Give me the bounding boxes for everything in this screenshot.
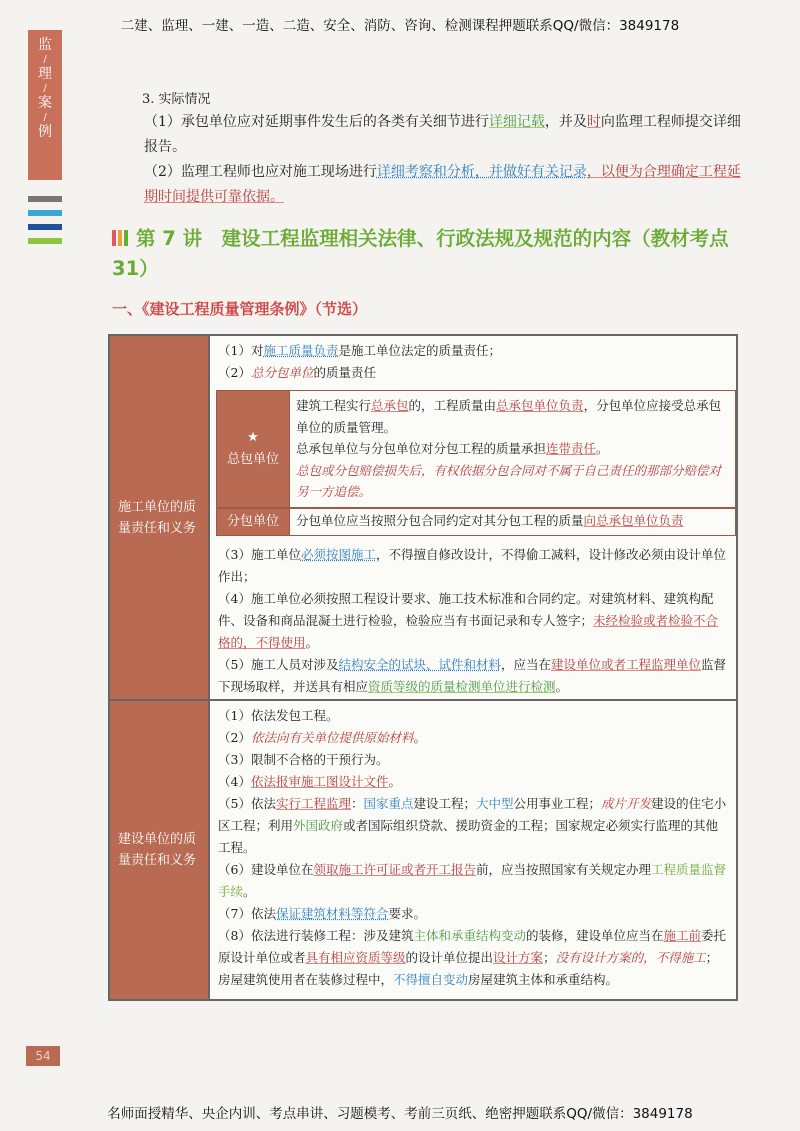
section-label: 3. 实际情况	[142, 92, 211, 107]
side-tab-char: 理	[38, 66, 52, 82]
table-row	[110, 701, 736, 999]
lecture-title: 第 7 讲 建设工程监理相关法律、行政法规及规范的内容（教材考点 31）	[112, 227, 729, 280]
header-banner: 二建、监理、一建、一造、二造、安全、消防、咨询、检测课程押题联系QQ/微信：3849178	[120, 18, 680, 34]
paragraph-2: （2）监理工程师也应对施工现场进行详细考察和分析，并做好有关记录，以便为合理确定工程延期时间提供可靠依据。	[144, 164, 741, 205]
side-decor-bars	[28, 196, 62, 252]
subcontractor-label: 分包单位	[217, 509, 290, 535]
page-number: 54	[26, 1046, 60, 1066]
general-contractor-box: ★ 总包单位 建筑工程实行总承包的，工程质量由总承包单位负责，分包单位应接受总承包单位的质量管理。 总承包单位与分包单位对分包工程的质量承担连带责任。 总包或分包赔偿损失后，有权依据分包合同对不属于自己责任的那部分赔偿对另一方追偿。	[216, 390, 736, 508]
side-tab-char: 案	[38, 95, 52, 111]
general-contractor-label: ★ 总包单位	[217, 391, 290, 507]
star-icon: ★	[247, 429, 259, 445]
side-tab-char: 监	[38, 37, 52, 53]
paragraph-1: （1）承包单位应对延期事件发生后的各类有关细节进行详细记载，并及时向监理工程师提交详细报告。	[144, 114, 741, 155]
row-content-owner: （1）依法发包工程。 （2）依法向有关单位提供原始材料。 （3）限制不合格的干预行为。 （4）依法报审施工图设计文件。 （5）依法实行工程监理：国家重点建设工程；大中型公用事业工程；成片开发建设的住宅小区工程；利用外国政府或者国际组织贷款、援助资金的工程；国家规定必须实行监理的其他工程。 （6）建设单位在领取施工许可证或者开工报告前，应当按照国家有关规定办理工程质量监督手续。 （7）依法保证建筑材料等符合要求。 （8）依法进行装修工程：涉及建筑主体和承重结构变动的装修，建设单位应当在施工前委托原设计单位或者具有相应资质等级的设计单位提出设计方案；没有设计方案的，不得施工；房屋建筑使用者在装修过程中，不得擅自变动房屋建筑主体和承重结构。	[218, 708, 727, 987]
row-label-contractor: 施工单位的质量责任和义务	[110, 336, 210, 699]
lecture-bars-icon	[112, 225, 130, 254]
side-tab: 监 / 理 / 案 / 例	[28, 30, 62, 180]
subheading: 一、《建设工程质量管理条例》（节选）	[112, 300, 368, 318]
row-label-owner: 建设单位的质量责任和义务	[110, 701, 210, 999]
table-row	[110, 336, 736, 701]
subcontractor-box: 分包单位 分包单位应当按照分包合同约定对其分包工程的质量向总承包单位负责	[216, 508, 736, 536]
footer-banner: 名师面授精华、央企内训、考点串讲、习题模考、考前三页纸、绝密押题联系QQ/微信：3849178	[107, 1106, 693, 1122]
row-content-contractor: （1）对施工质量负责是施工单位法定的质量责任； （2）总分包单位的质量责任 ★ 总包单位 建筑工程实行总承包的，工程质量由总承包单位负责，分包单位应接受总承包单位的质量管理。 总承包单位与分包单位对分包工程的质量承担连带责任。 总包或分包赔偿损失后，有权依据分包合同对不属于自己责任的那部分赔偿对另一方追偿。 分包单位 分包单位应当按照分包合同约定对其分包工程的质量向总承包单位负责 （3）施工单位必须按图施工，不得擅自修改设计，不得偷工减料，设计修改必须由设计单位作出； （4）施工单位必须按照工程设计要求、施工技术标准和合同约定。对建筑材料、建筑构配件、设备和商品混凝土进行检验，检验应当有书面记录和专人签字；未经检验或者检验不合格的，不得使用。 （5）施工人员对涉及结构安全的试块、试件和材料，应当在建设单位或者工程监理单位监督下现场取样，并送具有相应资质等级的质量检测单位进行检测。	[210, 336, 736, 699]
regulation-table	[108, 334, 738, 1001]
side-tab-char: 例	[38, 124, 52, 140]
